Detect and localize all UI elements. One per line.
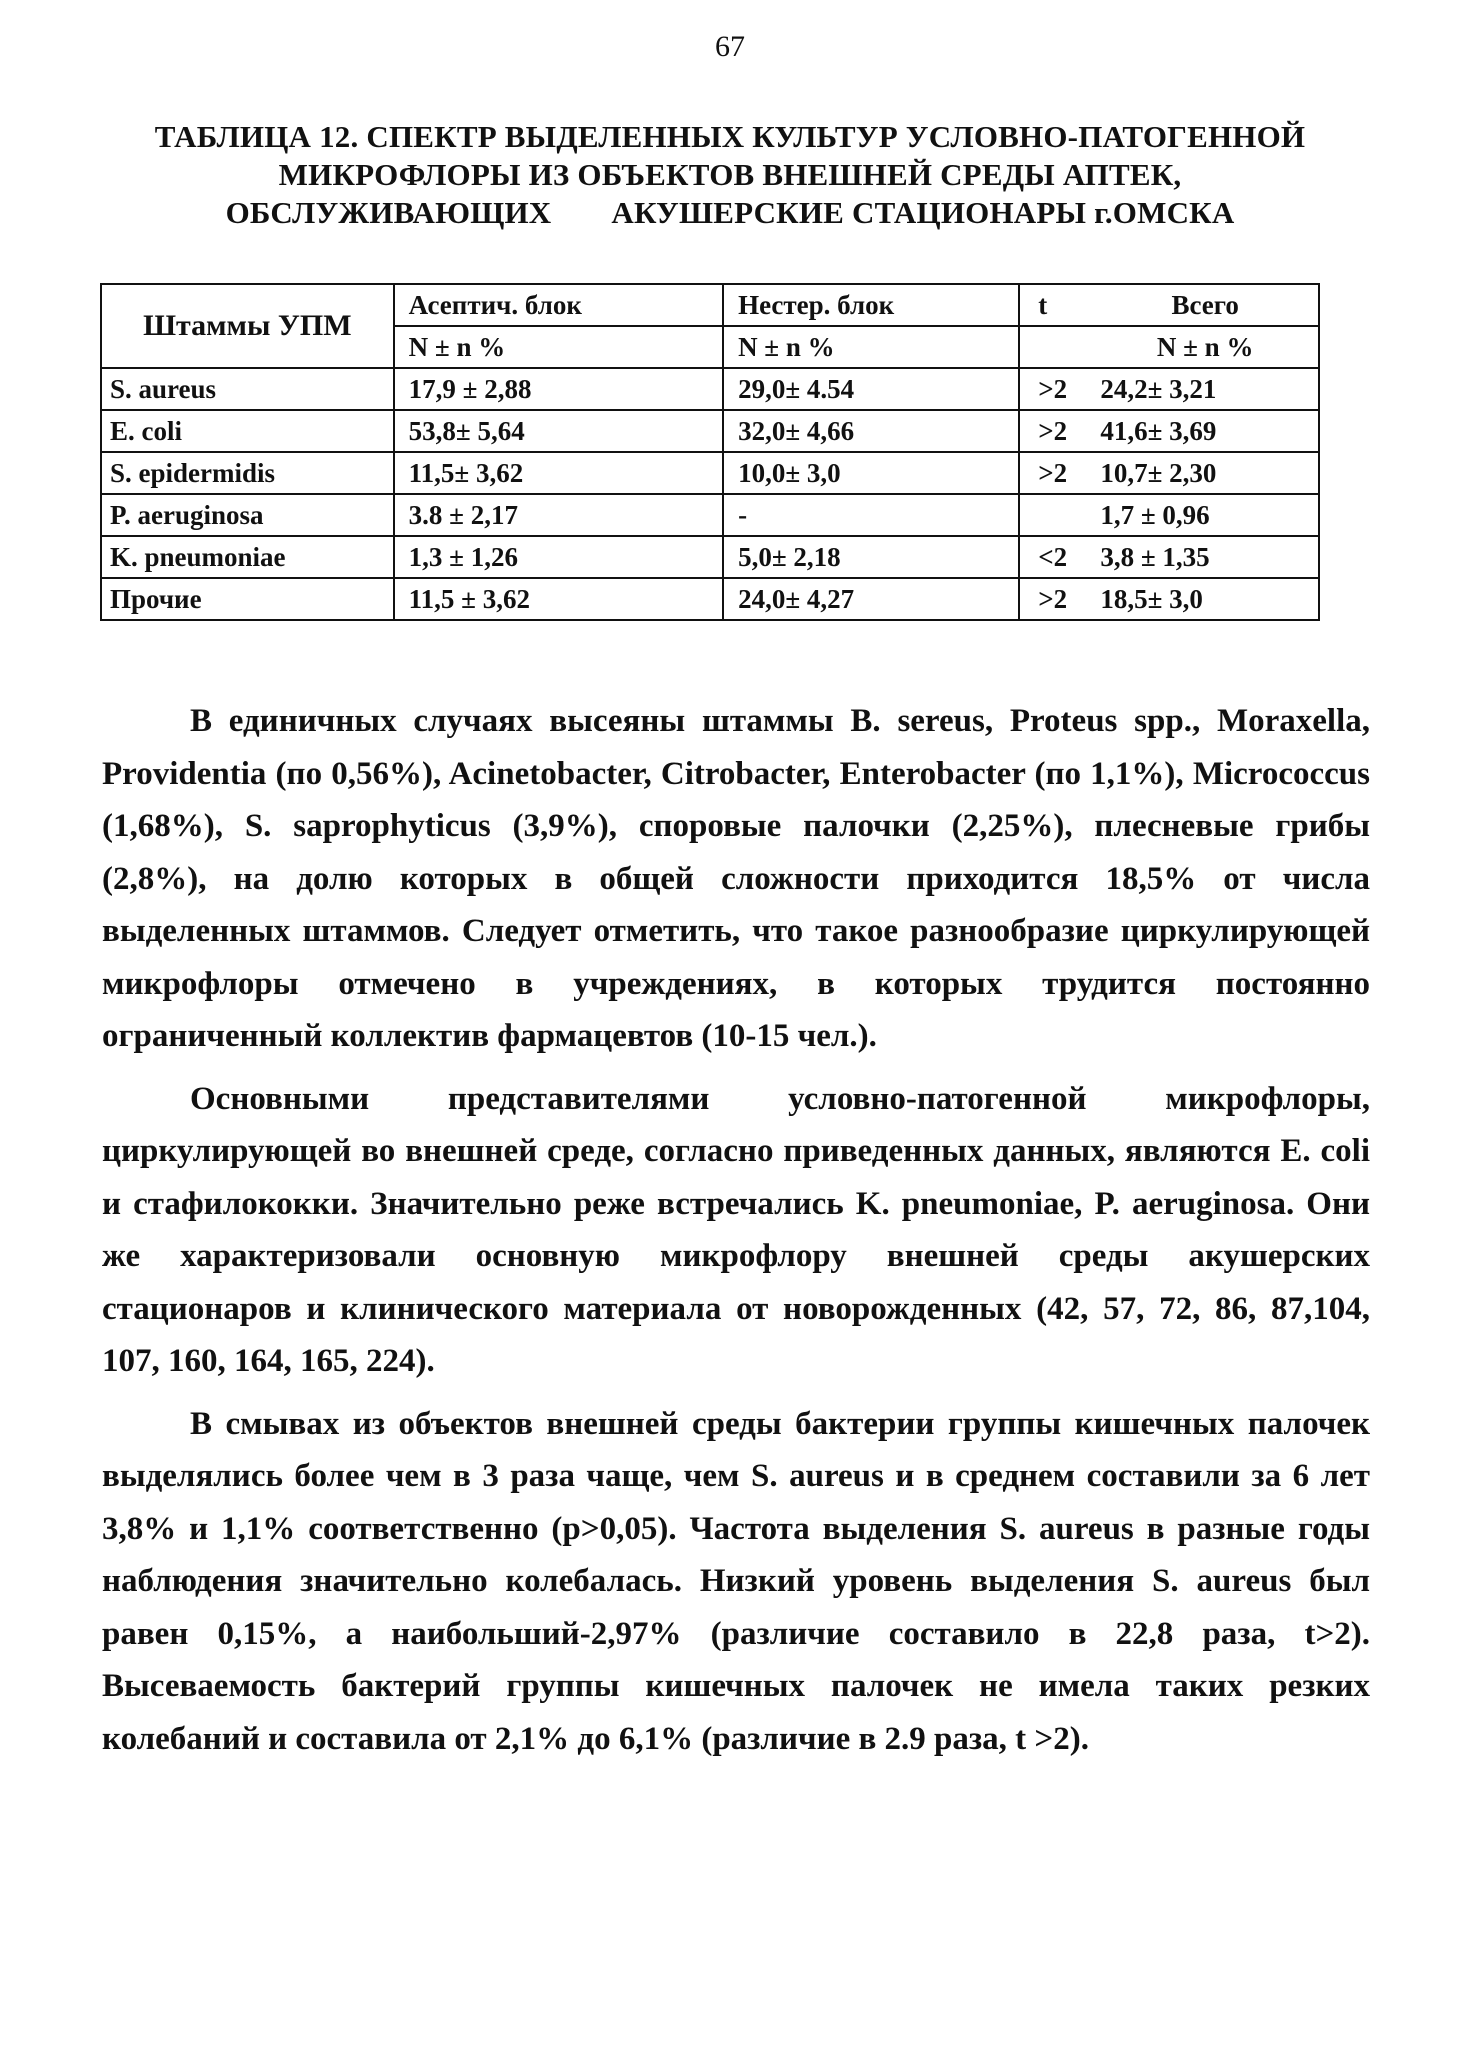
cell-total: 1,7 ± 0,96: [1092, 494, 1319, 536]
table-row: [101, 494, 1319, 536]
cell-strain: P. aeruginosa: [101, 494, 394, 536]
cell-strain: E. coli: [101, 410, 394, 452]
header-t: t: [1019, 284, 1092, 326]
cell-strain: S. epidermidis: [101, 452, 394, 494]
table-title: [90, 118, 1370, 232]
cell-aseptic: 3.8 ± 2,17: [394, 494, 723, 536]
strains-table: [100, 283, 1320, 621]
table-row: [101, 536, 1319, 578]
cell-aseptic: 17,9 ± 2,88: [394, 368, 723, 410]
unit-total: N ± n %: [1092, 326, 1319, 368]
paragraph: В смывах из объектов внешней среды бактерии группы кишечных палочек выделялись более чем в 3 раза чаще, чем S. aureus и в среднем составили за 6 лет 3,8% и 1,1% соответственно (p>0,05). Частота выделения S. aureus в разные годы наблюдения значительно колебалась. Низкий уровень выделения S. aureus был равен 0,15%, а наибольший-2,97% (различие составило в 22,8 раза, t>2). Высеваемость бактерий группы кишечных палочек не имела таких резких колебаний и составила от 2,1% до 6,1% (различие в 2.9 раза, t >2).: [102, 1405, 1370, 1757]
unit-aseptic: N ± n %: [394, 326, 723, 368]
cell-total: 41,6± 3,69: [1092, 410, 1319, 452]
cell-t: >2: [1019, 410, 1092, 452]
body-text: [102, 695, 1370, 1765]
header-total: Всего: [1092, 284, 1319, 326]
unit-nonsterile: N ± n %: [723, 326, 1019, 368]
cell-strain: K. pneumoniae: [101, 536, 394, 578]
table-row: [101, 452, 1319, 494]
table-title-line-2: МИКРОФЛОРЫ ИЗ ОБЪЕКТОВ ВНЕШНЕЙ СРЕДЫ АПТЕК,: [278, 157, 1182, 192]
cell-nonsterile: -: [723, 494, 1019, 536]
cell-aseptic: 11,5± 3,62: [394, 452, 723, 494]
cell-total: 24,2± 3,21: [1092, 368, 1319, 410]
table-row: [101, 368, 1319, 410]
cell-nonsterile: 32,0± 4,66: [723, 410, 1019, 452]
cell-nonsterile: 10,0± 3,0: [723, 452, 1019, 494]
cell-total: 18,5± 3,0: [1092, 578, 1319, 620]
cell-nonsterile: 24,0± 4,27: [723, 578, 1019, 620]
cell-total: 3,8 ± 1,35: [1092, 536, 1319, 578]
table-title-line-1: ТАБЛИЦА 12. СПЕКТР ВЫДЕЛЕННЫХ КУЛЬТУР УСЛОВНО-ПАТОГЕННОЙ: [154, 119, 1306, 154]
cell-t: [1019, 494, 1092, 536]
cell-strain: S. aureus: [101, 368, 394, 410]
table-title-line-3-part-1: ОБСЛУЖИВАЮЩИХ: [225, 195, 552, 230]
cell-t: >2: [1019, 368, 1092, 410]
paragraph: В единичных случаях высеяны штаммы B. sereus, Proteus spp., Moraxella, Providentia (по 0,56%), Acinetobacter, Citrobacter, Enterobacter (по 1,1%), Micrococcus (1,68%), S. saprophyticus (3,9%), споровые палочки (2,25%), плесневые грибы (2,8%), на долю которых в общей сложности приходится 18,5% от числа выделенных штаммов. Следует отметить, что такое разнообразие циркулирующей микрофлоры отмечено в учреждениях, в которых трудится постоянно ограниченный коллектив фармацевтов (10-15 чел.).: [102, 703, 1370, 1054]
cell-aseptic: 11,5 ± 3,62: [394, 578, 723, 620]
cell-t: >2: [1019, 452, 1092, 494]
page-number: 67: [715, 30, 745, 63]
table-title-line-3-part-2: АКУШЕРСКИЕ СТАЦИОНАРЫ г.ОМСКА: [611, 195, 1235, 230]
cell-total: 10,7± 2,30: [1092, 452, 1319, 494]
cell-t: <2: [1019, 536, 1092, 578]
table-header-row: [101, 284, 1319, 326]
cell-nonsterile: 5,0± 2,18: [723, 536, 1019, 578]
table-row: [101, 578, 1319, 620]
header-nonsterile: Нестер. блок: [723, 284, 1019, 326]
header-strains: Штаммы УПМ: [101, 284, 394, 368]
header-aseptic: Асептич. блок: [394, 284, 723, 326]
cell-nonsterile: 29,0± 4.54: [723, 368, 1019, 410]
cell-aseptic: 1,3 ± 1,26: [394, 536, 723, 578]
table-row: [101, 410, 1319, 452]
unit-t-empty: [1019, 326, 1092, 368]
cell-aseptic: 53,8± 5,64: [394, 410, 723, 452]
cell-strain: Прочие: [101, 578, 394, 620]
cell-t: >2: [1019, 578, 1092, 620]
paragraph: Основными представителями условно-патогенной микрофлоры, циркулирующей во внешней среде, согласно приведенных данных, являются E. coli и стафилококки. Значительно реже встречались K. pneumoniae, P. aeruginosa. Они же характеризовали основную микрофлору внешней среды акушерских стационаров и клинического материала от новорожденных (42, 57, 72, 86, 87,104, 107, 160, 164, 165, 224).: [102, 1080, 1370, 1379]
table-title-line-3: [90, 194, 1370, 232]
